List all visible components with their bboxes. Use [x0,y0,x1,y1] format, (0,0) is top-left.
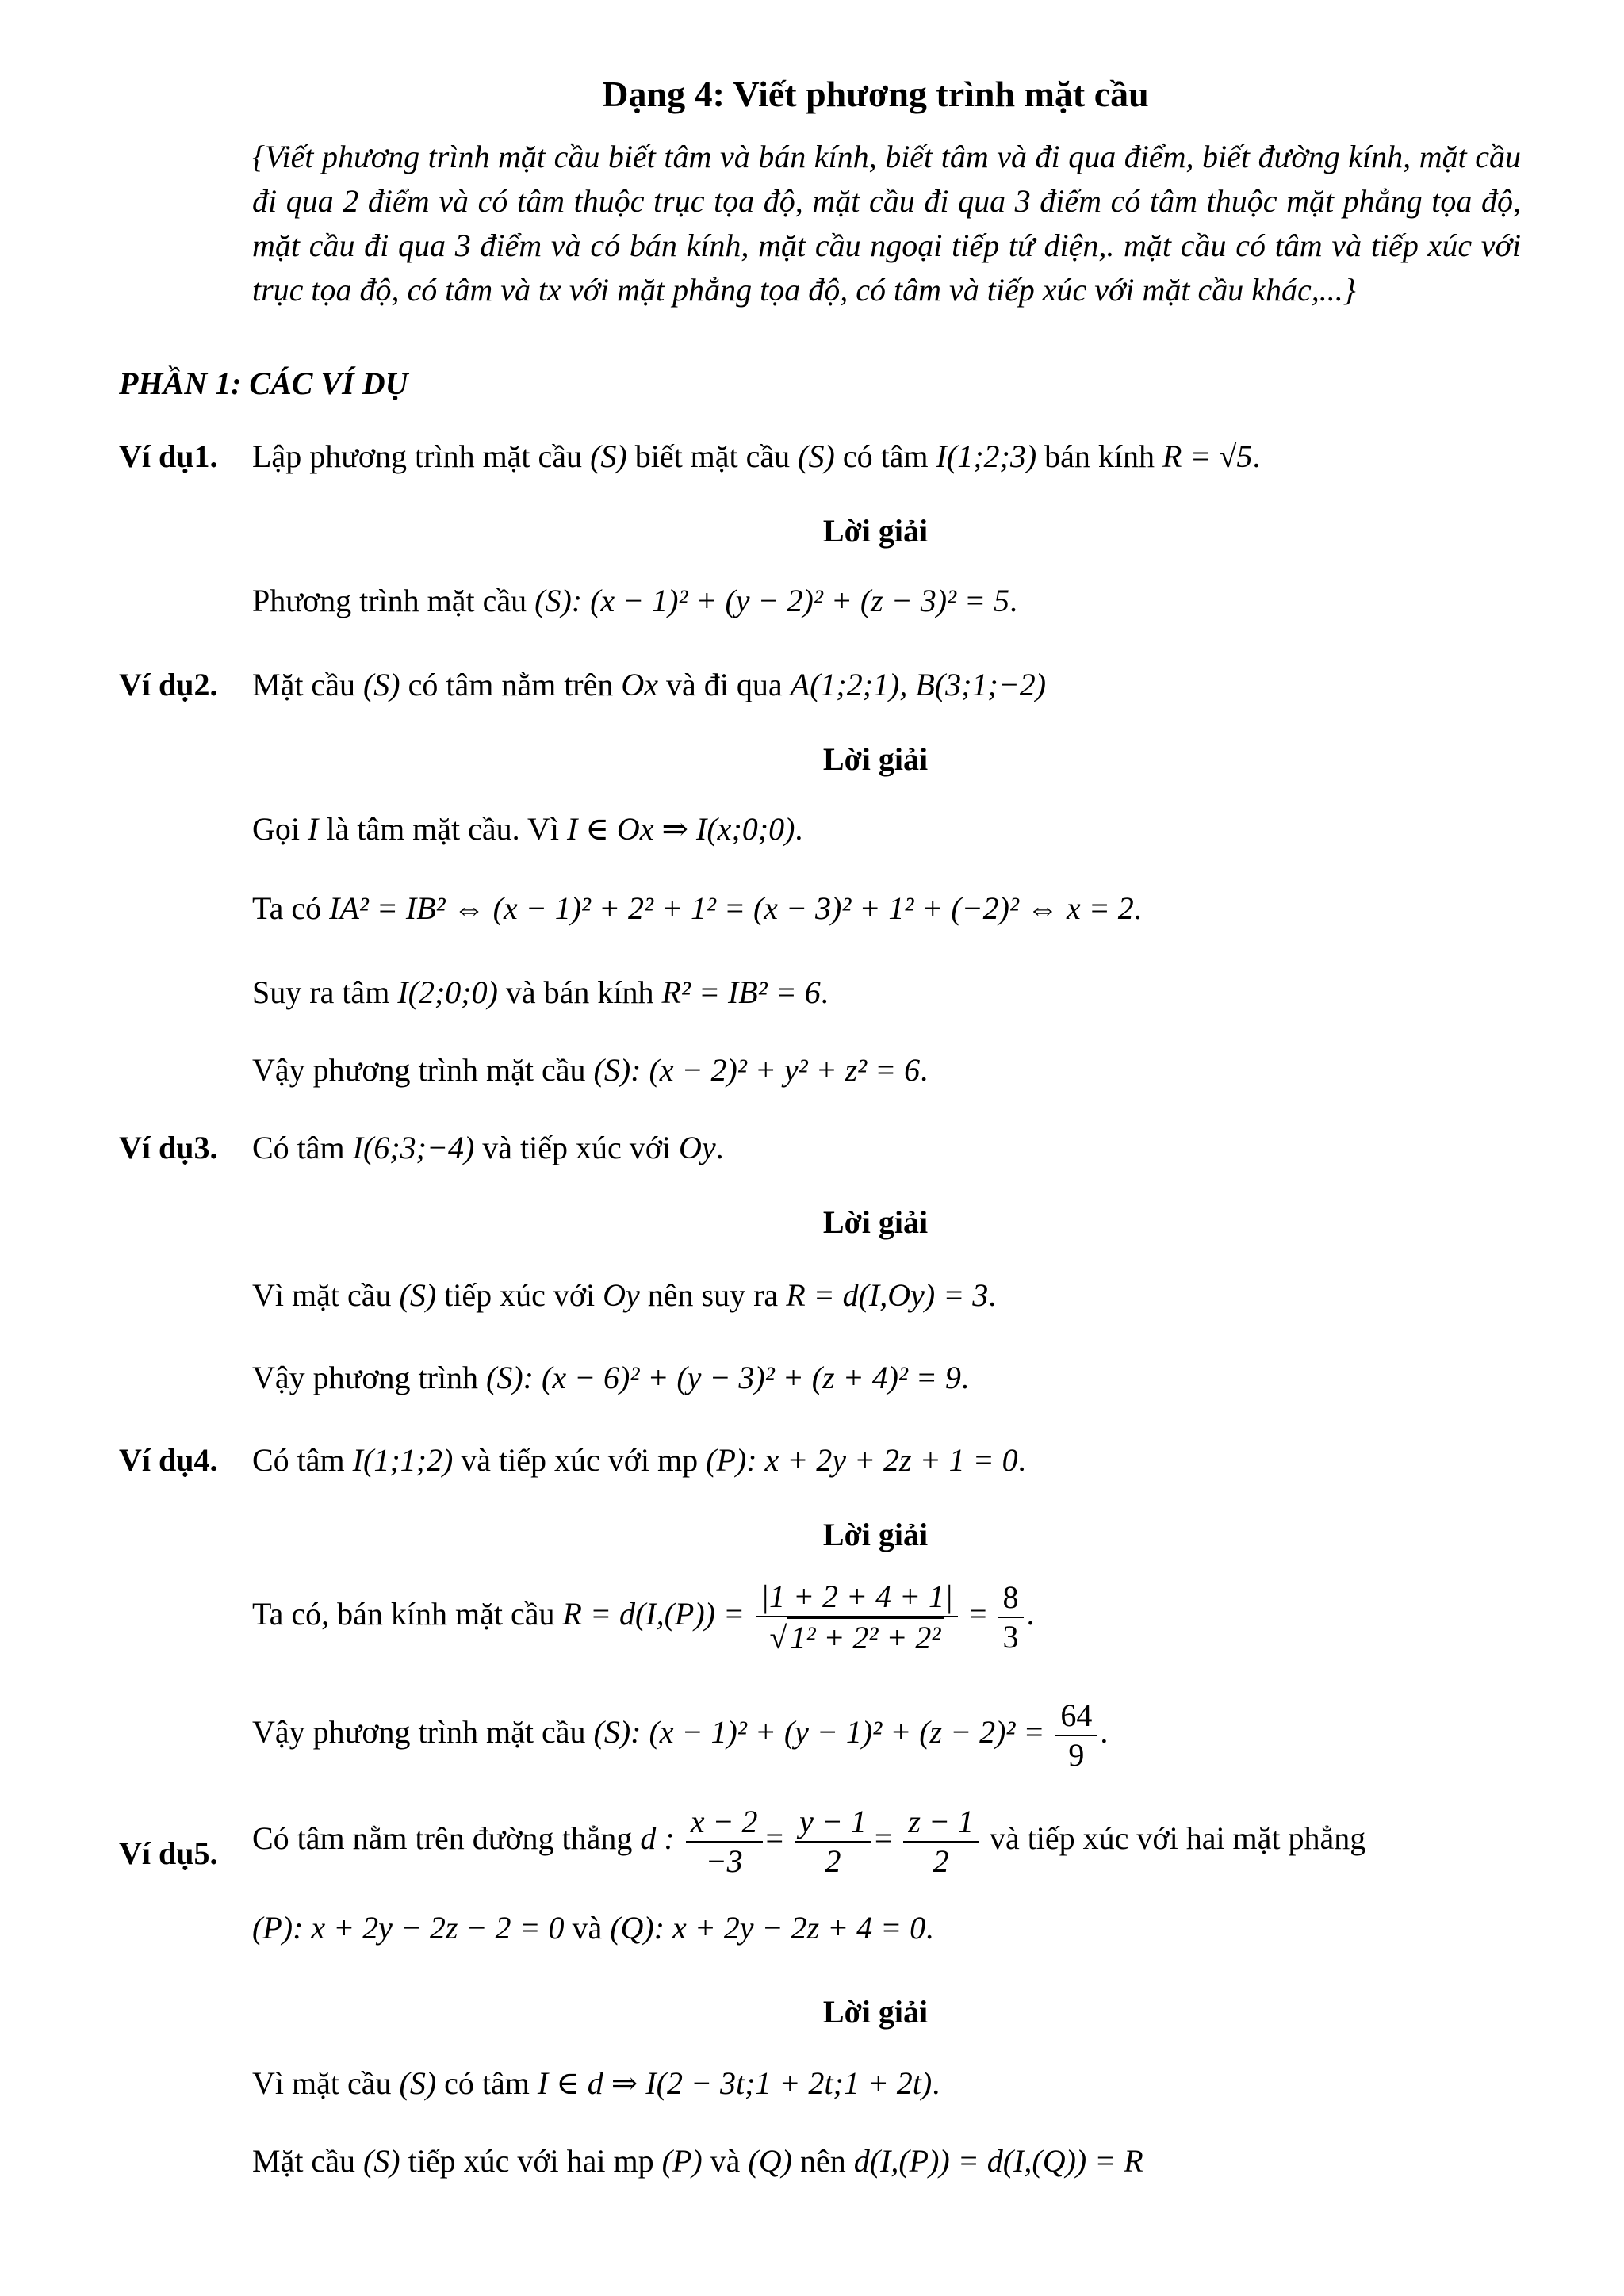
page-title: Dạng 4: Viết phương trình mặt cầu [602,74,1149,114]
example-5-statement-line-1: Có tâm nằm trên đường thẳng d : $\frac{x - 2}{-3}$ = $\frac{y - 1}{2}$ = $\frac{z - 1}{2}$ và tiếp xúc với hai mặt phẳng [252,1804,1366,1879]
solution-label-2: Lời giải [822,741,929,777]
example-5-solution-line-2: Mặt cầu (S) tiếp xúc với hai mp (P) và (Q) nên d(I,(P)) = d(I,(Q)) = R [252,2143,1143,2179]
example-5-statement-line-2: (P): x + 2y − 2z − 2 = 0 và (Q): x + 2y − 2z + 4 = 0. [252,1910,934,1946]
example-5-label: Ví dụ5. [119,1835,218,1871]
example-4-statement: Có tâm I(1;1;2) và tiếp xúc với mp (P): x + 2y + 2z + 1 = 0. [252,1442,1026,1478]
example-3-solution-line-2: Vậy phương trình (S): (x − 6)² + (y − 3)² + (z + 4)² = 9. [252,1360,969,1395]
example-3-statement: Có tâm I(6;3;−4) và tiếp xúc với Oy. [252,1130,724,1165]
example-2-solution-line-3: Suy ra tâm I(2;0;0) và bán kính R² = IB² = 6. [252,974,829,1010]
example-2-solution-line-4: Vậy phương trình mặt cầu (S): (x − 2)² + y² + z² = 6. [252,1052,929,1088]
example-2-label: Ví dụ2. [119,667,218,702]
example-2-solution-line-1: Gọi I là tâm mặt cầu. Vì I ∈ Ox ⇒ I(x;0;0). [252,811,803,847]
example-3-solution-line-1: Vì mặt cầu (S) tiếp xúc với Oy nên suy ra R = d(I,Oy) = 3. [252,1277,997,1313]
radius-result-fraction: $\frac{8}{3}$ [998,1578,1024,1656]
solution-label-3: Lời giải [822,1204,929,1240]
example-2-points: A(1;2;1), B(3;1;−2) [790,667,1047,702]
example-4-solution-line-1: Ta có, bán kính mặt cầu R = d(I,(P)) = $\frac{|1 + 2 + 4 + 1|}{\text{√ 1² + 2² + 2²}}$ = $\frac{8}{3}$ . [252,1578,1035,1655]
example-1-radius: R = √5 [1162,438,1253,474]
solution-label-5: Lời giải [822,1994,929,2030]
equation-fraction: $\frac{64}{9}$ [1055,1697,1097,1774]
radius-fraction: $\frac{|1 + 2 + 4 + 1|}{\text{√ 1² + 2² + 2²}}$ [756,1578,958,1657]
example-5-solution-line-1: Vì mặt cầu (S) có tâm I ∈ d ⇒ I(2 − 3t;1 + 2t;1 + 2t). [252,2065,940,2101]
example-1-center: I(1;2;3) [936,438,1037,474]
example-2-solution-line-2: Ta có IA² = IB² ⇔ (x − 1)² + 2² + 1² = (x − 3)² + 1² + (−2)² ⇔ x = 2. [252,890,1142,926]
example-1-label: Ví dụ1. [119,438,218,474]
solution-label-1: Lời giải [822,513,929,549]
example-1-statement: Lập phương trình mặt cầu (S) biết mặt cầu (S) có tâm I(1;2;3) bán kính R = √5. [252,438,1261,474]
example-1-solution: Phương trình mặt cầu (S): (x − 1)² + (y − 2)² + (z − 3)² = 5. [252,583,1018,618]
example-3-label: Ví dụ3. [119,1130,218,1165]
solution-label-4: Lời giải [822,1517,929,1552]
example-4-label: Ví dụ4. [119,1442,218,1478]
section-title: PHẦN 1: CÁC VÍ DỤ [119,365,408,401]
example-4-solution-line-2: Vậy phương trình mặt cầu (S): (x − 1)² + (y − 1)² + (z − 2)² = $\frac{64}{9}$ . [252,1697,1109,1773]
intro-paragraph: {Viết phương trình mặt cầu biết tâm và bán kính, biết tâm và đi qua điểm, biết đường kính, mặt cầu đi qua 2 điểm và có tâm thuộc trục tọa độ, mặt cầu đi qua 3 điểm có tâm thuộc mặt phẳng tọa độ, mặt cầu đi qua 3 điểm và có bán kính, mặt cầu ngoại tiếp tứ diện,. mặt cầu có tâm và tiếp xúc với trục tọa độ, có tâm và tx với mặt phẳng tọa độ, có tâm và tiếp xúc với mặt cầu khác,...} [252,139,1521,308]
example-1-equation: (S): (x − 1)² + (y − 2)² + (z − 3)² = 5 [534,583,1010,618]
sqrt-sign: √ [769,1620,787,1655]
example-2-statement: Mặt cầu (S) có tâm nằm trên Ox và đi qua A(1;2;1), B(3;1;−2) [252,667,1047,702]
